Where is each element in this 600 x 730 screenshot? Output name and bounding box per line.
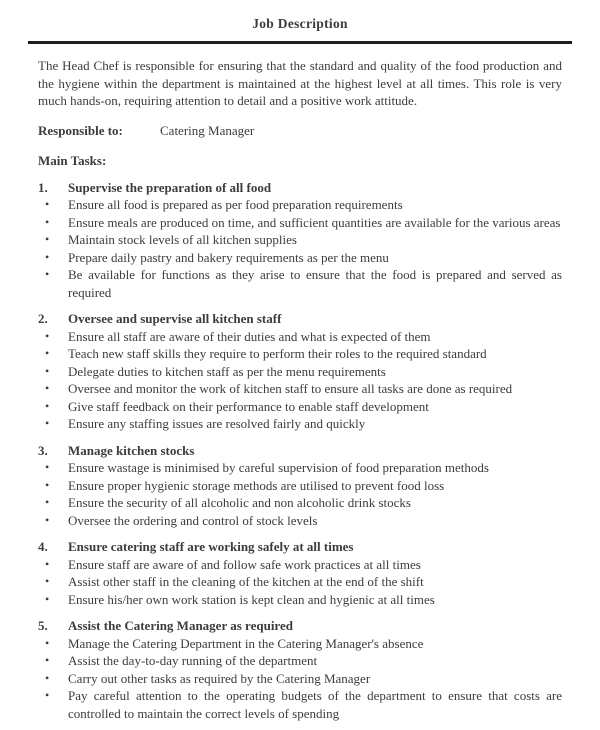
bullet-text: Be available for functions as they arise to ensure that the food is prepared and served as required: [68, 267, 562, 300]
bullet-icon: [38, 494, 68, 512]
bullet-item: [38, 512, 562, 530]
bullet-item: [38, 635, 562, 653]
bullet-text: Pay careful attention to the operating budgets of the department to ensure that costs are controlled to maintain the correct levels of spending: [68, 688, 562, 721]
bullet-list: [38, 459, 562, 529]
bullet-text: Ensure meals are produced on time, and sufficient quantities are available for the various areas: [68, 214, 561, 230]
bullet-icon: [38, 398, 68, 416]
section-number: 3.: [38, 442, 48, 458]
bullet-icon: [38, 635, 68, 653]
bullet-icon: [38, 380, 68, 398]
task-section: [38, 617, 562, 722]
bullet-icon: [38, 214, 68, 232]
bullet-icon: [38, 249, 68, 267]
bullet-text: Ensure all staff are aware of their duties and what is expected of them: [68, 328, 431, 344]
section-heading-row: [38, 442, 562, 460]
bullet-icon: [38, 459, 68, 477]
bullet-icon: [38, 345, 68, 363]
bullet-icon: [38, 328, 68, 346]
main-tasks-heading: Main Tasks:: [38, 153, 107, 168]
section-heading: Assist the Catering Manager as required: [68, 618, 293, 633]
responsible-to-row: [38, 122, 562, 140]
bullet-item: [38, 266, 562, 301]
bullet-icon: [38, 556, 68, 574]
bullet-text: Ensure his/her own work station is kept clean and hygienic at all times: [68, 591, 435, 607]
bullet-item: [38, 231, 562, 249]
section-heading: Oversee and supervise all kitchen staff: [68, 311, 282, 326]
bullet-item: [38, 670, 562, 688]
bullet-icon: [38, 266, 68, 301]
section-heading-row: [38, 179, 562, 197]
section-heading-row: [38, 538, 562, 556]
bullet-item: [38, 249, 562, 267]
bullet-icon: [38, 670, 68, 688]
bullet-item: [38, 398, 562, 416]
bullet-icon: [38, 363, 68, 381]
bullet-icon: [38, 231, 68, 249]
bullet-item: [38, 573, 562, 591]
task-section: [38, 310, 562, 433]
bullet-item: [38, 494, 562, 512]
bullet-list: [38, 328, 562, 433]
responsible-to-label: Responsible to:: [38, 122, 123, 138]
bullet-list: [38, 635, 562, 723]
bullet-item: [38, 459, 562, 477]
section-heading-row: [38, 310, 562, 328]
bullet-item: [38, 196, 562, 214]
bullet-item: [38, 380, 562, 398]
bullet-text: Assist other staff in the cleaning of the kitchen at the end of the shift: [68, 574, 424, 589]
task-section: [38, 538, 562, 608]
section-number: 5.: [38, 618, 48, 633]
page-title: Job Description: [252, 16, 348, 31]
task-section: [38, 442, 562, 530]
title-divider: [28, 41, 572, 44]
bullet-text: Give staff feedback on their performance to enable staff development: [68, 398, 429, 414]
bullet-text: Oversee the ordering and control of stock levels: [68, 512, 318, 528]
bullet-item: [38, 214, 562, 232]
bullet-text: Maintain stock levels of all kitchen supplies: [68, 232, 297, 247]
bullet-text: Ensure the security of all alcoholic and non alcoholic drink stocks: [68, 495, 411, 510]
bullet-icon: [38, 573, 68, 591]
bullet-text: Prepare daily pastry and bakery requirements as per the menu: [68, 249, 389, 265]
bullet-text: Carry out other tasks as required by the Catering Manager: [68, 670, 371, 686]
section-heading-row: [38, 617, 562, 635]
bullet-text: Assist the day-to-day running of the department: [68, 653, 318, 668]
bullet-icon: [38, 687, 68, 722]
task-section: [38, 179, 562, 302]
bullet-item: [38, 345, 562, 363]
bullet-icon: [38, 652, 68, 670]
intro-paragraph: The Head Chef is responsible for ensuring that the standard and quality of the food production and the hygiene within the department is maintained at the highest level at all times. This role is very much hands-on, requiring attention to detail and a positive work attitude.: [38, 58, 562, 108]
section-number: 2.: [38, 311, 48, 326]
bullet-text: Manage the Catering Department in the Catering Manager's absence: [68, 635, 424, 651]
bullet-item: [38, 328, 562, 346]
bullet-icon: [38, 477, 68, 495]
bullet-icon: [38, 591, 68, 609]
bullet-text: Delegate duties to kitchen staff as per the menu requirements: [68, 363, 386, 379]
bullet-text: Ensure wastage is minimised by careful supervision of food preparation methods: [68, 460, 489, 475]
section-number: 4.: [38, 539, 48, 554]
bullet-list: [38, 556, 562, 609]
bullet-text: Ensure proper hygienic storage methods are utilised to prevent food loss: [68, 477, 445, 493]
bullet-text: Teach new staff skills they require to perform their roles to the required standard: [68, 346, 487, 361]
section-heading: Supervise the preparation of all food: [68, 179, 272, 195]
section-heading: Ensure catering staff are working safely at all times: [68, 539, 354, 554]
bullet-item: [38, 477, 562, 495]
bullet-item: [38, 556, 562, 574]
bullet-item: [38, 652, 562, 670]
bullet-list: [38, 196, 562, 301]
bullet-text: Ensure all food is prepared as per food preparation requirements: [68, 197, 403, 212]
bullet-text: Ensure any staffing issues are resolved fairly and quickly: [68, 416, 366, 431]
bullet-icon: [38, 196, 68, 214]
bullet-icon: [38, 512, 68, 530]
responsible-to-value: Catering Manager: [160, 122, 255, 138]
bullet-item: [38, 363, 562, 381]
bullet-item: [38, 687, 562, 722]
bullet-text: Oversee and monitor the work of kitchen staff to ensure all tasks are done as required: [68, 381, 513, 396]
bullet-item: [38, 415, 562, 433]
bullet-text: Ensure staff are aware of and follow safe work practices at all times: [68, 556, 421, 572]
section-heading: Manage kitchen stocks: [68, 442, 195, 458]
bullet-item: [38, 591, 562, 609]
bullet-icon: [38, 415, 68, 433]
section-number: 1.: [38, 179, 48, 195]
